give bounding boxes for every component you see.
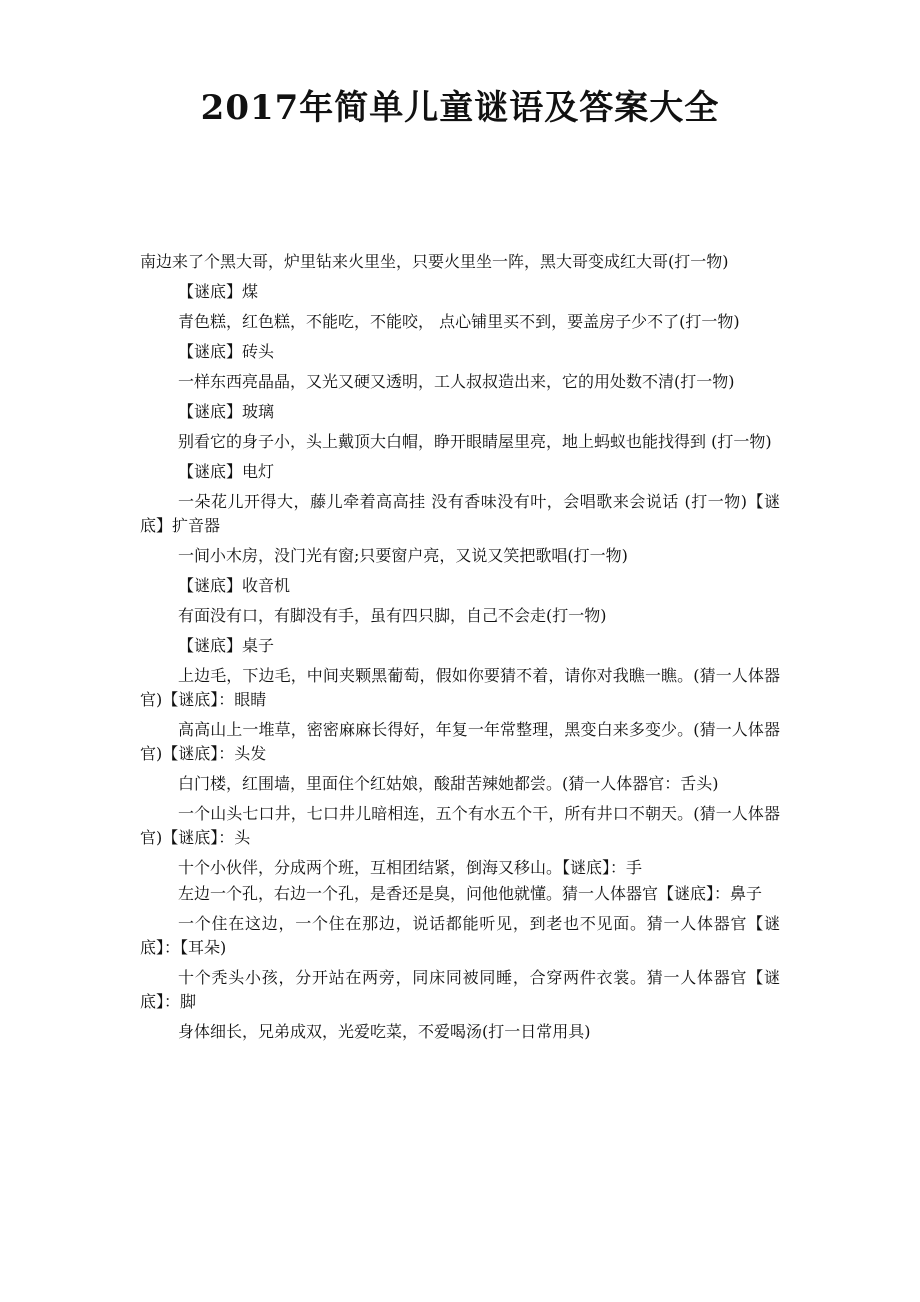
page-title: 2017年简单儿童谜语及答案大全 bbox=[200, 88, 720, 128]
riddle-paragraph: 一个住在这边，一个住在那边，说话都能听见，到老也不见面。猜一人体器官【谜底】：【耳朵) bbox=[140, 914, 780, 957]
riddle-paragraph: 十个小伙伴，分成两个班，互相团结紧，倒海又移山。【谜底】：手 bbox=[178, 858, 643, 877]
answer-paragraph: 【谜底】煤 bbox=[178, 282, 259, 301]
riddle-paragraph: 左边一个孔，右边一个孔，是香还是臭，问他他就懂。猜一人体器官【谜底】：鼻子 bbox=[178, 884, 763, 903]
answer-paragraph: 【谜底】电灯 bbox=[178, 462, 275, 481]
answer-paragraph: 【谜底】桌子 bbox=[178, 636, 275, 655]
riddle-paragraph: 一间小木房，没门光有窗;只要窗户亮，又说又笑把歌唱(打一物) bbox=[178, 546, 628, 565]
riddle-paragraph: 一样东西亮晶晶，又光又硬又透明，工人叔叔造出来，它的用处数不清(打一物) bbox=[178, 372, 735, 391]
riddle-paragraph: 一个山头七口井，七口井儿暗相连，五个有水五个干，所有井口不朝天。(猜一人体器官)【谜底】：头 bbox=[140, 804, 780, 847]
riddle-paragraph: 南边来了个黑大哥，炉里钻来火里坐，只要火里坐一阵，黑大哥变成红大哥(打一物) bbox=[140, 252, 729, 271]
riddle-paragraph: 青色糕，红色糕，不能吃，不能咬， 点心铺里买不到，要盖房子少不了(打一物) bbox=[178, 312, 740, 331]
riddle-paragraph: 高高山上一堆草，密密麻麻长得好，年复一年常整理，黑变白来多变少。(猜一人体器官)【谜底】：头发 bbox=[140, 720, 780, 763]
document-body bbox=[140, 250, 780, 1050]
riddle-paragraph: 身体细长，兄弟成双，光爱吃菜，不爱喝汤(打一日常用具) bbox=[178, 1022, 591, 1041]
answer-paragraph: 【谜底】玻璃 bbox=[178, 402, 275, 421]
riddle-paragraph: 有面没有口，有脚没有手，虽有四只脚，自己不会走(打一物) bbox=[178, 606, 607, 625]
riddle-paragraph: 十个秃头小孩，分开站在两旁，同床同被同睡，合穿两件衣裳。猜一人体器官【谜底】：脚 bbox=[140, 968, 780, 1011]
answer-paragraph: 【谜底】砖头 bbox=[178, 342, 275, 361]
riddle-paragraph: 上边毛，下边毛，中间夹颗黑葡萄，假如你要猜不着，请你对我瞧一瞧。(猜一人体器官)【谜底】：眼睛 bbox=[140, 666, 780, 709]
riddle-paragraph: 白门楼，红围墙，里面住个红姑娘，酸甜苦辣她都尝。(猜一人体器官：舌头) bbox=[178, 774, 719, 793]
answer-paragraph: 【谜底】收音机 bbox=[178, 576, 291, 595]
riddle-paragraph: 一朵花儿开得大，藤儿牵着高高挂 没有香味没有叶，会唱歌来会说话 (打一物)【谜底】扩音器 bbox=[140, 492, 780, 535]
riddle-paragraph: 别看它的身子小，头上戴顶大白帽，睁开眼睛屋里亮，地上蚂蚁也能找得到 (打一物) bbox=[178, 432, 772, 451]
